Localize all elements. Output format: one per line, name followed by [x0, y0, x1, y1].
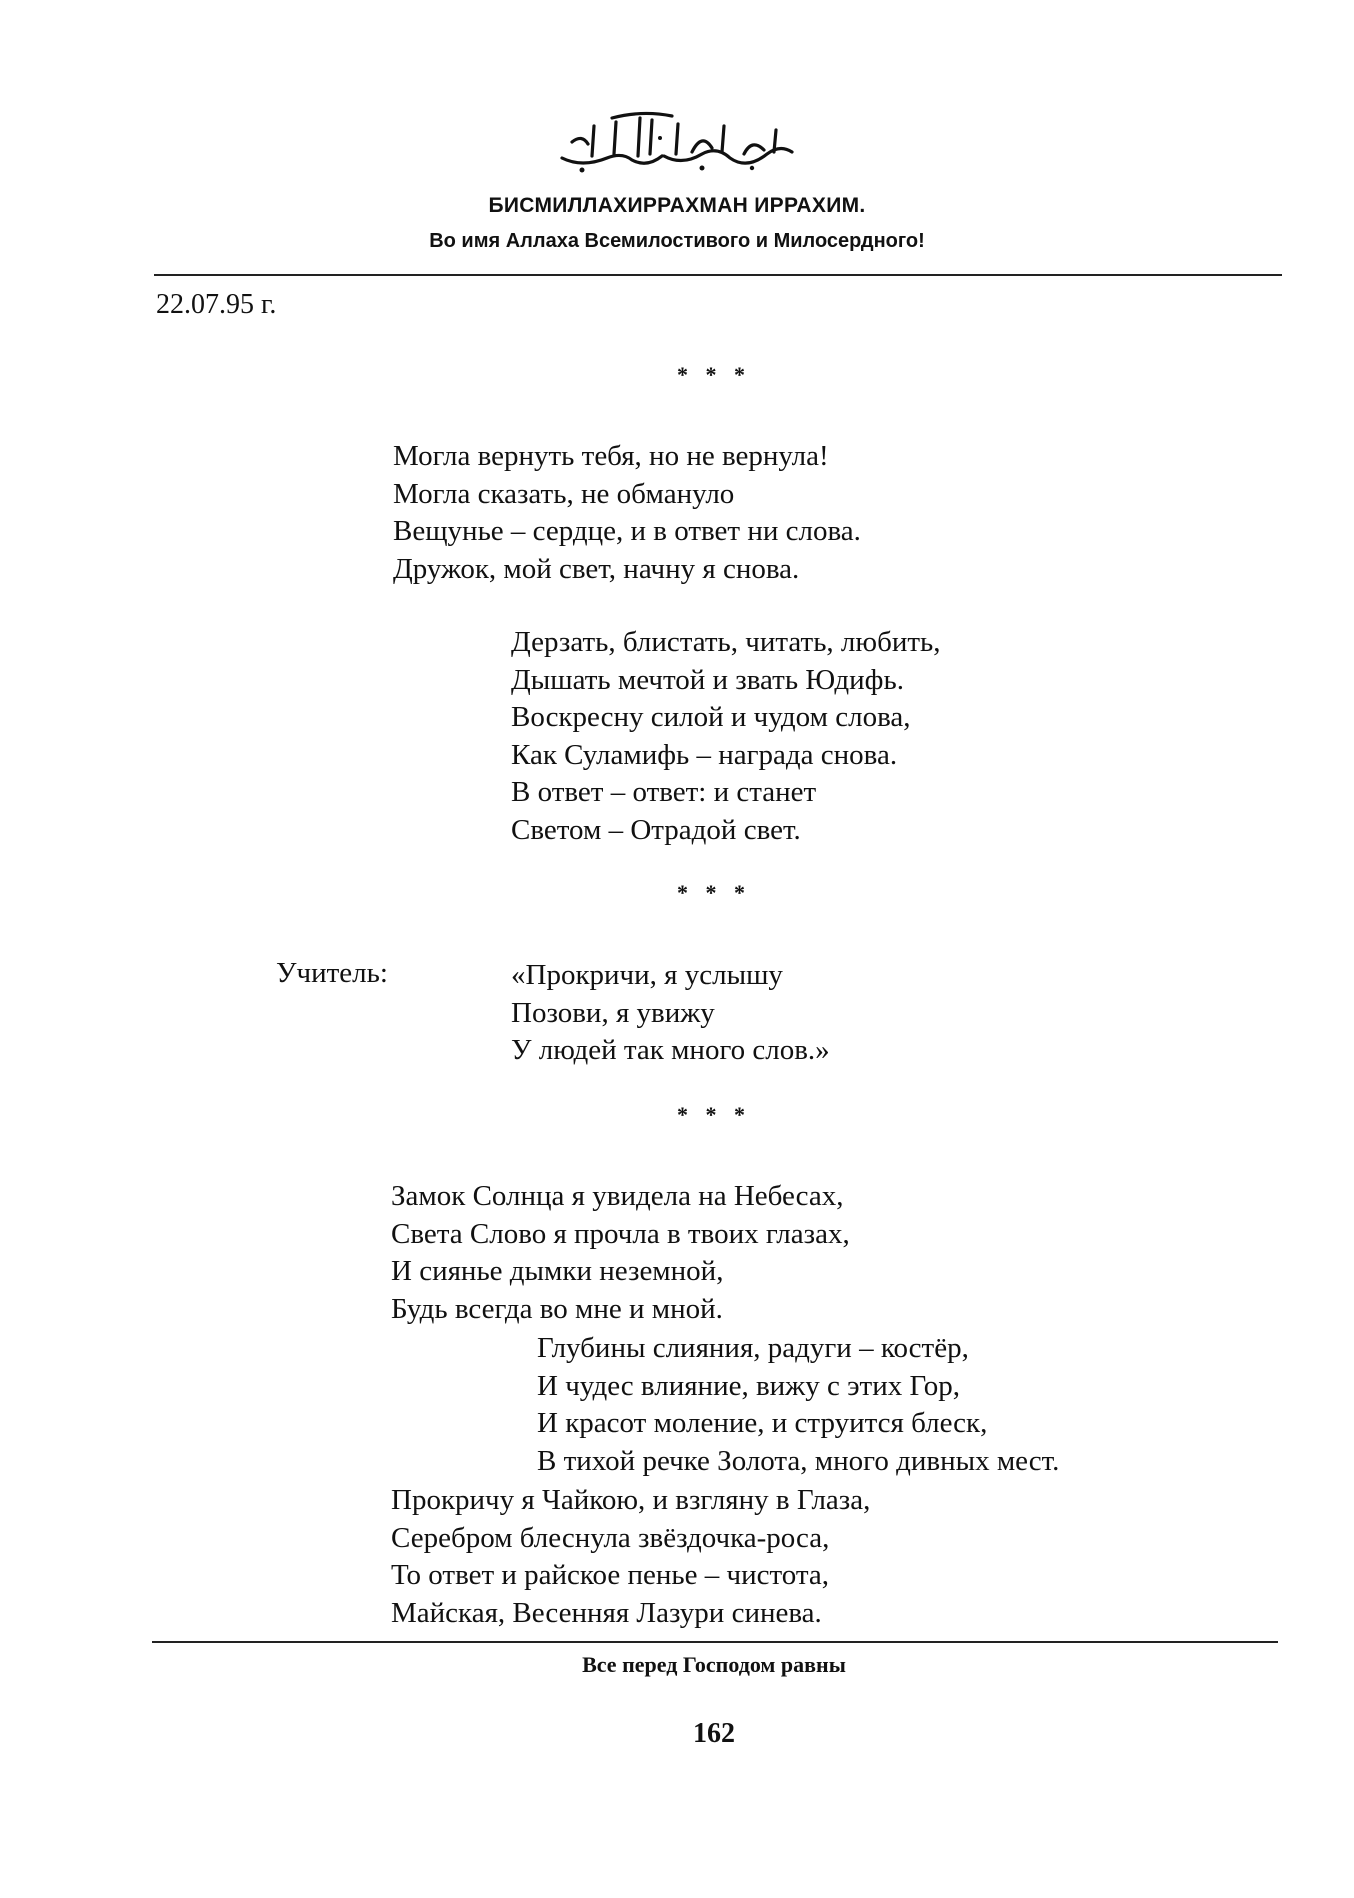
verse-line: Дерзать, блистать, читать, любить, — [511, 626, 941, 658]
verse-line: Дружок, мой свет, начну я снова. — [393, 552, 800, 585]
verse-line: Прокричу я Чайкою, и взгляну в Глаза, — [391, 1484, 871, 1516]
verse-line: И чудес влияние, вижу с этих Гор, — [537, 1369, 960, 1402]
header-title: БИСМИЛЛАХИРРАХМАН ИРРАХИМ. — [488, 194, 866, 217]
poem3-stanza2 — [537, 1330, 1059, 1480]
footer-title: Все перед Господом равны — [582, 1652, 846, 1677]
verse-line: И сиянье дымки неземной, — [391, 1255, 724, 1287]
separator-2: * * * — [677, 880, 751, 905]
footer-divider — [152, 1641, 1278, 1643]
verse-line: Серебром блеснула звёздочка-роса, — [391, 1521, 830, 1554]
verse-line: Дышать мечтой и звать Юдифь. — [511, 663, 904, 696]
verse-line: Света Слово я прочла в твоих глазах, — [391, 1217, 850, 1250]
verse-line: В тихой речке Золота, много дивных мест. — [537, 1444, 1060, 1477]
verse-line: «Прокричи, я услышу — [511, 959, 783, 991]
verse-line: Могла вернуть тебя, но не вернула! — [393, 440, 829, 472]
page-number: 162 — [693, 1718, 735, 1749]
poem3-stanza1 — [391, 1178, 850, 1328]
header-divider — [154, 274, 1282, 276]
header-subtitle: Во имя Аллаха Всемилостивого и Милосердного! — [429, 230, 925, 252]
verse-line: Замок Солнца я увидела на Небесах, — [391, 1180, 844, 1212]
poem1-stanza1 — [393, 438, 861, 588]
verse-line: Позови, я увижу — [511, 996, 715, 1029]
verse-line: В ответ – ответ: и станет — [511, 776, 817, 808]
verse-line: Будь всегда во мне и мной. — [391, 1292, 723, 1325]
verse-line: И красот моление, и струится блеск, — [537, 1407, 988, 1439]
poem3-stanza3 — [391, 1482, 870, 1632]
date-label: 22.07.95 г. — [156, 289, 277, 320]
verse-line: Вещунье – сердце, и в ответ ни слова. — [393, 515, 861, 547]
verse-line: Светом – Отрадой свет. — [511, 813, 801, 846]
verse-line: Майская, Весенняя Лазури синева. — [391, 1596, 822, 1629]
speaker-label: Учитель: — [276, 957, 388, 989]
poem1-stanza2 — [511, 624, 941, 849]
verse-line: Как Суламифь – награда снова. — [511, 738, 898, 771]
separator-3: * * * — [677, 1102, 751, 1127]
separator-1: * * * — [677, 362, 751, 387]
verse-line: То ответ и райское пенье – чистота, — [391, 1559, 830, 1591]
verse-line: Могла сказать, не обмануло — [393, 477, 735, 510]
poem2-lines — [511, 957, 830, 1070]
bismillah-calligraphy-icon — [0, 108, 1354, 178]
verse-line: У людей так много слов.» — [511, 1034, 830, 1066]
verse-line: Глубины слияния, радуги – костёр, — [537, 1332, 969, 1364]
verse-line: Воскресну силой и чудом слова, — [511, 701, 911, 733]
